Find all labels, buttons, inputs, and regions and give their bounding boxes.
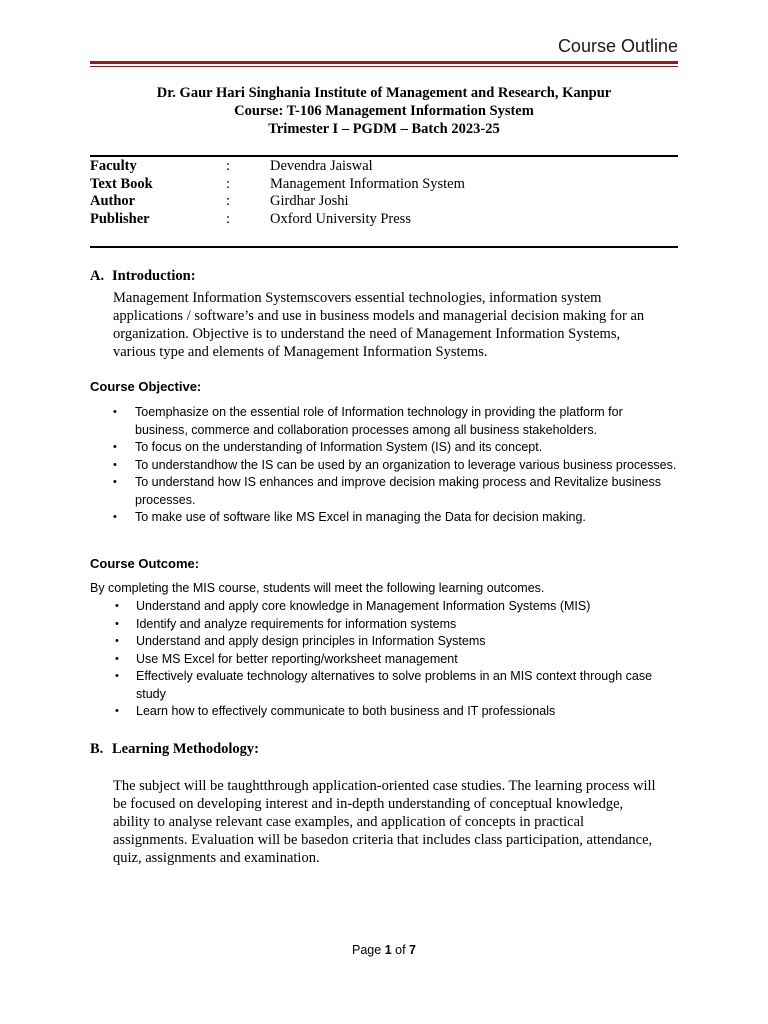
list-item-line: To understandhow the IS can be used by an organization to leverage various business processes. <box>135 457 677 472</box>
list-item-line: Use MS Excel for better reporting/worksheet management <box>136 651 458 666</box>
list-item-line: Understand and apply core knowledge in Management Information Systems (MIS) <box>136 599 591 613</box>
list-item <box>115 668 677 703</box>
course-objective-heading: Course Objective: <box>90 379 202 394</box>
section-letter: B. <box>90 741 104 757</box>
list-item <box>113 439 677 457</box>
list-item-line: To understand how IS enhances and improve decision making process and Revitalize business <box>135 475 661 489</box>
course-outcome-heading: Course Outcome: <box>90 556 200 571</box>
list-item <box>113 404 677 439</box>
list-item-line: study <box>136 686 166 701</box>
header-rule-thick <box>90 61 678 64</box>
bullet-icon: • <box>113 458 117 471</box>
list-item <box>115 703 677 721</box>
bullet-icon: • <box>113 406 117 418</box>
info-sep: : <box>226 193 231 210</box>
section-title: Learning Methodology: <box>112 741 260 757</box>
section-letter: A. <box>90 268 105 284</box>
bullet-icon: • <box>115 705 119 717</box>
paragraph-line: be focused on developing interest and in-depth understanding of conceptual knowledge, <box>113 796 624 812</box>
trimester-line: Trimester I – PGDM – Batch 2023-25 <box>268 121 500 137</box>
info-key: Author <box>90 193 136 210</box>
page-footer <box>0 943 768 957</box>
bullet-icon: • <box>115 635 119 647</box>
paragraph-line: applications / software’s and use in business models and managerial decision making for an <box>113 308 645 324</box>
info-value: Devendra Jaiswal <box>270 158 373 174</box>
bullet-icon: • <box>115 670 119 682</box>
list-item-line: processes. <box>135 492 196 507</box>
paragraph-line: assignments. Evaluation will be basedon criteria that includes class participation, attendance, <box>113 832 653 848</box>
info-row-textbook <box>90 176 678 194</box>
page-word: Page <box>352 943 382 957</box>
objective-list <box>113 404 677 527</box>
course-title: Course: T-106 Management Information System <box>234 103 534 119</box>
info-row-faculty <box>90 158 678 176</box>
list-item <box>113 457 677 475</box>
outcome-list <box>115 598 677 721</box>
list-item-line: Identify and analyze requirements for information systems <box>136 616 457 631</box>
header-rule-thin <box>90 66 678 67</box>
bullet-icon: • <box>113 476 117 488</box>
paragraph-line: various type and elements of Management Information Systems. <box>113 344 488 360</box>
info-sep: : <box>226 175 231 192</box>
info-bottom-divider <box>90 246 678 248</box>
list-item-line: Effectively evaluate technology alternatives to solve problems in an MIS context through case <box>136 669 653 683</box>
info-value: Oxford University Press <box>270 211 411 228</box>
course-info-table <box>90 158 678 229</box>
info-key: Text Book <box>90 175 153 192</box>
list-item <box>113 509 677 527</box>
list-item-line: business, commerce and collaboration processes among all business stakeholders. <box>135 422 598 437</box>
list-item <box>115 598 677 616</box>
list-item <box>115 633 677 651</box>
bullet-icon: • <box>115 617 119 630</box>
list-item <box>113 474 677 509</box>
paragraph-line: The subject will be taughtthrough application-oriented case studies. The learning process will <box>113 778 656 794</box>
list-item-line: Learn how to effectively communicate to both business and IT professionals <box>136 704 556 718</box>
introduction-paragraph <box>113 289 678 361</box>
info-key: Faculty <box>90 158 137 174</box>
of-word: of <box>395 943 406 957</box>
institution-block <box>90 84 678 138</box>
header-title: Course Outline <box>557 36 678 56</box>
list-item <box>115 651 677 669</box>
info-row-publisher <box>90 211 678 229</box>
paragraph-line: ability to analyse relevant case examples, and application of concepts in practical <box>113 814 585 830</box>
bullet-icon: • <box>113 441 117 453</box>
paragraph-line: Management Information Systemscovers essential technologies, information system <box>113 290 602 306</box>
list-item <box>115 616 677 634</box>
section-title: Introduction: <box>112 268 196 284</box>
info-value: Management Information System <box>270 175 465 192</box>
methodology-paragraph <box>113 777 678 867</box>
bullet-icon: • <box>115 600 119 612</box>
section-heading-methodology <box>90 741 259 758</box>
list-item-line: Toemphasize on the essential role of Information technology in providing the platform for <box>135 405 623 419</box>
info-sep: : <box>226 158 231 174</box>
outcome-intro: By completing the MIS course, students will meet the following learning outcomes. <box>90 581 545 595</box>
section-heading-introduction <box>90 268 196 285</box>
bullet-icon: • <box>113 511 117 523</box>
list-item-line: Understand and apply design principles in Information Systems <box>136 634 486 648</box>
bullet-icon: • <box>115 652 119 665</box>
info-sep: : <box>226 211 231 228</box>
institution-name: Dr. Gaur Hari Singhania Institute of Management and Research, Kanpur <box>156 85 612 101</box>
info-key: Publisher <box>90 211 150 228</box>
info-value: Girdhar Joshi <box>270 193 349 210</box>
list-item-line: To make use of software like MS Excel in managing the Data for decision making. <box>135 510 586 524</box>
info-top-divider <box>90 155 678 157</box>
page-total: 7 <box>409 943 416 957</box>
page-number: 1 <box>384 943 392 957</box>
paragraph-line: organization. Objective is to understand the need of Management Information Systems, <box>113 326 621 342</box>
info-row-author <box>90 193 678 211</box>
list-item-line: To focus on the understanding of Information System (IS) and its concept. <box>135 440 543 454</box>
paragraph-line: quiz, assignments and examination. <box>113 850 320 866</box>
